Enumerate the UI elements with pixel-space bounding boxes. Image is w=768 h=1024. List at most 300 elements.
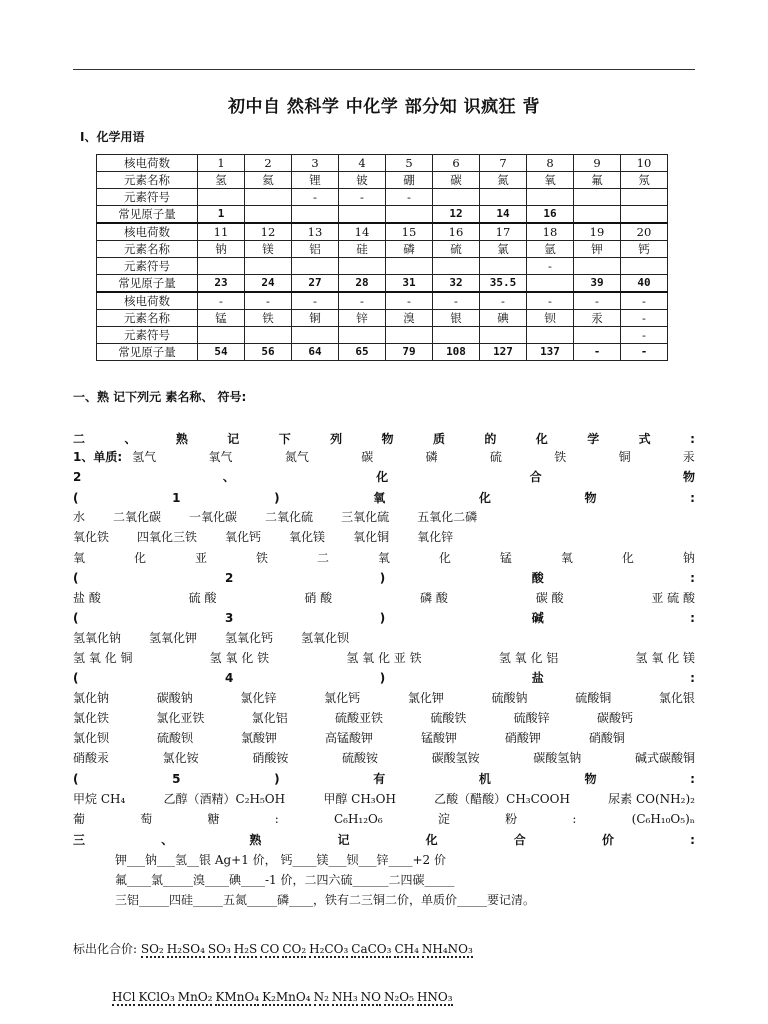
list-item-3: 酸	[531, 571, 544, 585]
list-item-5: 氧	[377, 551, 390, 565]
formula-8: CH₄	[394, 942, 419, 956]
list-item-7: 氯化银	[658, 691, 695, 705]
list-item-5: 列	[330, 432, 343, 446]
table-cell	[574, 258, 621, 275]
list-item-0: 硝酸汞	[73, 751, 110, 765]
table-cell: 磷	[386, 241, 433, 258]
list-item-2: )	[274, 491, 280, 505]
list-item-1: 氯化亚铁	[156, 711, 205, 725]
table-cell	[621, 206, 668, 224]
table-row	[97, 344, 668, 361]
table-cell	[527, 275, 574, 293]
table-cell: 10	[621, 155, 668, 172]
table-cell: -	[245, 292, 292, 310]
list-item-2: 甲醇 CH₃OH	[323, 792, 396, 806]
table-cell: -	[621, 310, 668, 327]
table-cell: 锰	[198, 310, 245, 327]
list-item-4: :	[690, 571, 695, 585]
list-item-1: 硫 酸	[188, 591, 217, 605]
formula-1: KClO₃	[138, 990, 175, 1004]
table-cell	[339, 206, 386, 224]
list-item-0: 氧化铁	[73, 530, 110, 544]
table-cell	[480, 327, 527, 344]
table-cell: 铁	[245, 310, 292, 327]
section-heading-chem-terms: Ⅰ、化学用语	[80, 130, 145, 144]
table-row	[97, 155, 668, 172]
page-title: 初中自 然科学 中化学 部分知 识疯狂 背	[227, 97, 541, 117]
list-item-6: 硝酸铜	[588, 731, 625, 745]
table-cell: 氮	[480, 172, 527, 189]
table-cell: -	[527, 292, 574, 310]
formula-4: K₂MnO₄	[262, 990, 311, 1004]
list-item-3: 氧化镁	[289, 530, 326, 544]
simple-substance-2: 氮气	[284, 450, 309, 464]
formula-3: H₂S	[233, 942, 258, 956]
list-item-4: 机	[478, 772, 491, 786]
list-item-1: 萄	[140, 812, 153, 826]
simple-substance-5: 硫	[489, 450, 502, 464]
list-item-1: 碳酸钠	[156, 691, 193, 705]
table-cell: 17	[480, 223, 527, 241]
formula-7: CaCO₃	[351, 942, 392, 956]
row-header: 元素名称	[97, 310, 198, 327]
oxide-list-2	[73, 528, 695, 546]
list-item-10: 钠	[682, 551, 695, 565]
table-cell: 11	[198, 223, 245, 241]
list-item-1: 、	[161, 833, 174, 847]
list-item-7: :	[572, 812, 577, 826]
base-heading	[73, 609, 695, 627]
list-item-0: (	[73, 611, 79, 625]
simple-substance-3: 碳	[361, 450, 374, 464]
table-cell: 31	[386, 275, 433, 293]
row-header: 元素符号	[97, 189, 198, 206]
list-item-5: 氧化锌	[417, 530, 454, 544]
table-cell	[339, 258, 386, 275]
table-cell: 氩	[527, 241, 574, 258]
table-cell: -	[574, 344, 621, 361]
list-item-3: 铁	[255, 551, 268, 565]
table-cell	[386, 258, 433, 275]
row-header: 核电荷数	[97, 223, 198, 241]
row-header: 常见原子量	[97, 275, 198, 293]
table-cell	[574, 189, 621, 206]
list-item-4: 下	[278, 432, 291, 446]
list-item-6: 粉	[505, 812, 518, 826]
formula-8: N₂O₅	[384, 990, 414, 1004]
list-item-1: 化	[133, 551, 146, 565]
table-cell	[574, 206, 621, 224]
table-cell	[433, 327, 480, 344]
organic-list-2	[73, 810, 695, 828]
salt-list-4	[73, 749, 695, 767]
table-cell: 12	[245, 223, 292, 241]
simple-substance-8: 汞	[682, 450, 695, 464]
list-item-4: 碳 酸	[535, 591, 564, 605]
simple-substance-6: 铁	[554, 450, 567, 464]
list-item-1: 、	[222, 470, 235, 484]
table-cell	[292, 206, 339, 224]
list-item-0: 三	[73, 833, 86, 847]
table-cell: 碳	[433, 172, 480, 189]
table-cell: 65	[339, 344, 386, 361]
list-item-5: 硝酸钾	[504, 731, 541, 745]
formula-0: HCl	[112, 990, 136, 1004]
list-item-3: 二氧化硫	[265, 510, 314, 524]
list-item-0: 氯化钡	[73, 731, 110, 745]
table-cell: 16	[527, 206, 574, 224]
table-cell: 20	[621, 223, 668, 241]
table-cell: 5	[386, 155, 433, 172]
list-item-0: 水	[73, 510, 86, 524]
table-cell: 氦	[245, 172, 292, 189]
table-cell	[292, 258, 339, 275]
table-row	[97, 172, 668, 189]
table-cell: 79	[386, 344, 433, 361]
list-item-1: 氢 氧 化 铁	[209, 651, 270, 665]
list-item-6: 化	[438, 551, 451, 565]
list-item-1: 2	[224, 571, 234, 585]
table-cell: 108	[433, 344, 480, 361]
list-item-4: 氯化钾	[407, 691, 444, 705]
table-cell	[198, 189, 245, 206]
list-item-4: 硫酸铁	[430, 711, 467, 725]
formula-4: CO	[260, 942, 280, 956]
formula-9: NH₄NO₃	[421, 942, 473, 956]
table-cell: 1	[198, 155, 245, 172]
table-cell: 1	[198, 206, 245, 224]
list-item-3: 有	[373, 772, 386, 786]
table-cell: -	[292, 292, 339, 310]
simple-substance-1: 氧气	[208, 450, 233, 464]
table-row	[97, 275, 668, 293]
table-cell	[198, 327, 245, 344]
table-row	[97, 327, 668, 344]
heading-element-names: 一、熟 记下列元 素名称、 符号:	[73, 390, 247, 404]
table-cell: -	[198, 292, 245, 310]
list-item-2: 亚	[194, 551, 207, 565]
list-item-2: 化	[376, 470, 389, 484]
list-item-4: 尿素 CO(NH₂)₂	[608, 792, 695, 806]
table-cell: -	[480, 292, 527, 310]
list-item-9: 化	[535, 432, 548, 446]
table-cell	[198, 258, 245, 275]
list-item-3: 记	[337, 833, 350, 847]
table-cell	[433, 258, 480, 275]
list-item-3: 硫酸铵	[341, 751, 378, 765]
table-cell: 19	[574, 223, 621, 241]
list-item-2: 氯化锌	[240, 691, 277, 705]
table-cell: 13	[292, 223, 339, 241]
table-cell: 氯	[480, 241, 527, 258]
list-item-6: 碱式碳酸铜	[634, 751, 695, 765]
table-cell	[245, 327, 292, 344]
table-cell: 硼	[386, 172, 433, 189]
list-item-0: (	[73, 571, 79, 585]
list-item-4: 氧化铜	[353, 530, 390, 544]
organic-heading	[73, 770, 695, 788]
table-cell	[480, 189, 527, 206]
table-cell: 127	[480, 344, 527, 361]
list-item-6: :	[690, 491, 695, 505]
table-cell: 8	[527, 155, 574, 172]
list-item-6: 物	[381, 432, 394, 446]
table-cell	[527, 189, 574, 206]
table-cell: 氢	[198, 172, 245, 189]
formula-9: HNO₃	[416, 990, 453, 1004]
list-item-6: :	[690, 772, 695, 786]
list-item-5: 亚 硫 酸	[651, 591, 695, 605]
table-cell: 钡	[527, 310, 574, 327]
list-item-1: 乙醇（酒精）C₂H₅OH	[163, 792, 286, 806]
table-cell	[621, 258, 668, 275]
list-item-4: 化	[478, 491, 491, 505]
table-cell	[574, 327, 621, 344]
list-item-6: 硫酸铜	[575, 691, 612, 705]
list-item-10: 学	[587, 432, 600, 446]
list-item-4: C₆H₁₂O₆	[333, 812, 383, 826]
row-header: 常见原子量	[97, 344, 198, 361]
list-item-2: 氯酸钾	[240, 731, 277, 745]
table-cell: -	[433, 292, 480, 310]
oxide-list-1	[73, 508, 695, 526]
list-item-0: (	[73, 491, 79, 505]
table-cell: -	[386, 189, 433, 206]
list-item-2: 熟	[249, 833, 262, 847]
top-rule	[73, 69, 695, 70]
table-cell: 28	[339, 275, 386, 293]
list-item-0: 2	[73, 470, 82, 484]
row-header: 元素符号	[97, 327, 198, 344]
organic-list-1	[73, 790, 695, 808]
mark-valence-label: 标出化合价:	[73, 942, 138, 956]
oxide-heading	[73, 489, 695, 507]
table-cell: 14	[480, 206, 527, 224]
table-cell: 锌	[339, 310, 386, 327]
table-cell: 64	[292, 344, 339, 361]
table-cell: 56	[245, 344, 292, 361]
table-cell: 溴	[386, 310, 433, 327]
list-item-3: 硫酸亚铁	[334, 711, 383, 725]
list-item-1: 4	[224, 671, 234, 685]
table-cell: 汞	[574, 310, 621, 327]
table-cell	[433, 189, 480, 206]
list-item-4: 物	[682, 470, 695, 484]
list-item-2: 熟	[175, 432, 188, 446]
list-item-0: 氢氧化钠	[73, 631, 122, 645]
row-header: 常见原子量	[97, 206, 198, 224]
formula-5: CO₂	[282, 942, 307, 956]
formula-7: NO	[360, 990, 381, 1004]
table-cell: 银	[433, 310, 480, 327]
salt-list-1	[73, 689, 695, 707]
element-table	[96, 154, 668, 361]
table-cell: 12	[433, 206, 480, 224]
acid-heading	[73, 569, 695, 587]
list-item-3: 氧	[373, 491, 386, 505]
table-cell: 铜	[292, 310, 339, 327]
table-cell	[386, 206, 433, 224]
formula-5: N₂	[313, 990, 329, 1004]
list-item-5: 物	[584, 772, 597, 786]
list-item-2: )	[379, 671, 386, 685]
list-item-7: 质	[432, 432, 445, 446]
list-item-7: :	[690, 833, 695, 847]
list-item-1: 四氧化三铁	[137, 530, 198, 544]
formula-6: NH₃	[331, 990, 358, 1004]
table-cell	[480, 258, 527, 275]
list-item-9: 化	[621, 551, 634, 565]
table-cell: 18	[527, 223, 574, 241]
table-row	[97, 258, 668, 275]
list-item-1: 氢氧化钾	[149, 631, 198, 645]
mark-valence-line-2	[112, 990, 456, 1004]
table-cell	[245, 258, 292, 275]
list-item-3: 氯化钙	[324, 691, 361, 705]
list-item-3: 乙酸（醋酸）CH₃COOH	[434, 792, 570, 806]
list-item-5: 硫酸锌	[513, 711, 550, 725]
simple-substance-0: 氢气	[132, 450, 157, 464]
mark-valence-line-1	[73, 940, 476, 957]
row-header: 元素名称	[97, 172, 198, 189]
table-cell: 钙	[621, 241, 668, 258]
compound-heading	[73, 468, 695, 486]
list-item-0: 盐 酸	[73, 591, 101, 605]
list-item-3: :	[274, 812, 279, 826]
table-cell: -	[386, 292, 433, 310]
valence-rhyme-1: 钾___钠___氢__银 Ag+1 价， 钙____镁___钡___锌____+2 价	[115, 853, 446, 867]
table-cell: -	[574, 292, 621, 310]
list-item-1: 硫酸钡	[156, 731, 193, 745]
table-cell	[292, 327, 339, 344]
table-cell: 54	[198, 344, 245, 361]
list-item-0: 氯化钠	[73, 691, 110, 705]
list-item-5: 淀	[437, 812, 450, 826]
table-cell: -	[621, 327, 668, 344]
simple-substance-line	[73, 448, 695, 466]
row-header: 核电荷数	[97, 155, 198, 172]
list-item-11: 式	[638, 432, 651, 446]
table-cell	[339, 327, 386, 344]
table-cell: 硅	[339, 241, 386, 258]
list-item-1: 1	[172, 491, 181, 505]
table-row	[97, 241, 668, 258]
table-cell: -	[292, 189, 339, 206]
table-cell: 24	[245, 275, 292, 293]
list-item-3: 磷 酸	[420, 591, 448, 605]
table-cell: 137	[527, 344, 574, 361]
salt-list-2	[73, 709, 695, 727]
list-item-0: (	[73, 671, 79, 685]
table-cell: 23	[198, 275, 245, 293]
list-item-4: 碳酸氢铵	[431, 751, 480, 765]
table-cell	[245, 189, 292, 206]
list-item-2: 一氧化碳	[189, 510, 238, 524]
table-cell: 7	[480, 155, 527, 172]
table-cell: -	[339, 292, 386, 310]
simple-substance-7: 铜	[618, 450, 631, 464]
table-cell: 氧	[527, 172, 574, 189]
table-cell: 镁	[245, 241, 292, 258]
list-item-4: 二	[316, 551, 329, 565]
list-item-2: 硝酸铵	[252, 751, 289, 765]
table-cell: 铍	[339, 172, 386, 189]
formula-0: SO₂	[140, 942, 164, 956]
table-cell: 铝	[292, 241, 339, 258]
heading-chemical-formulas	[73, 430, 695, 448]
list-item-2: )	[379, 611, 386, 625]
formula-3: KMnO₄	[215, 990, 260, 1004]
valence-rhyme-3: 三铝_____四硅_____五氮_____磷____，铁有二三铜二价，单质价_____要记清。	[115, 893, 536, 907]
list-item-0: 氯化铁	[73, 711, 110, 725]
table-cell	[621, 189, 668, 206]
table-cell: 40	[621, 275, 668, 293]
list-item-4: :	[690, 671, 695, 685]
table-cell: 锂	[292, 172, 339, 189]
list-item-2: 糖	[207, 812, 220, 826]
list-item-1: 3	[224, 611, 234, 625]
table-cell: 14	[339, 223, 386, 241]
simple-substance-label: 1、单质:	[73, 450, 123, 464]
table-row	[97, 189, 668, 206]
list-item-2: 氢 氧 化 亚 铁	[346, 651, 422, 665]
table-cell	[386, 327, 433, 344]
table-cell	[527, 327, 574, 344]
list-item-8: (C₆H₁₀O₅)ₙ	[631, 812, 695, 826]
row-header: 核电荷数	[97, 292, 198, 310]
table-row	[97, 206, 668, 224]
list-item-4: 氢 氧 化 镁	[635, 651, 695, 665]
table-cell: 钠	[198, 241, 245, 258]
list-item-2: 氢氧化钙	[225, 631, 274, 645]
list-item-4: 化	[425, 833, 438, 847]
row-header: 元素符号	[97, 258, 198, 275]
list-item-5: 物	[584, 491, 597, 505]
table-cell: 35.5	[480, 275, 527, 293]
valence-heading	[73, 831, 695, 849]
list-item-0: (	[73, 772, 79, 786]
list-item-6: 价	[601, 833, 614, 847]
table-cell: -	[621, 344, 668, 361]
list-item-2: )	[379, 571, 386, 585]
list-item-3: 合	[529, 470, 542, 484]
formula-2: SO₃	[207, 942, 231, 956]
formula-6: H₂CO₃	[309, 942, 349, 956]
table-cell: 3	[292, 155, 339, 172]
simple-substance-4: 磷	[425, 450, 438, 464]
salt-list-3	[73, 729, 695, 747]
list-item-3: 碱	[531, 611, 544, 625]
table-row	[97, 310, 668, 327]
list-item-5: 硫酸钠	[491, 691, 528, 705]
list-item-5: 五氧化二磷	[417, 510, 478, 524]
table-cell: -	[527, 258, 574, 275]
formula-2: MnO₂	[177, 990, 213, 1004]
table-row	[97, 223, 668, 241]
list-item-6: 碳酸钙	[596, 711, 633, 725]
list-item-8: 氧	[560, 551, 573, 565]
table-cell: 氟	[574, 172, 621, 189]
row-header: 元素名称	[97, 241, 198, 258]
list-item-2: 氧化钙	[225, 530, 262, 544]
list-item-3: 高锰酸钾	[324, 731, 373, 745]
table-cell: -	[621, 292, 668, 310]
base-list-1	[73, 629, 695, 647]
acid-list	[73, 589, 695, 607]
list-item-3: 记	[227, 432, 240, 446]
list-item-0: 二	[73, 432, 86, 446]
table-cell: -	[339, 189, 386, 206]
